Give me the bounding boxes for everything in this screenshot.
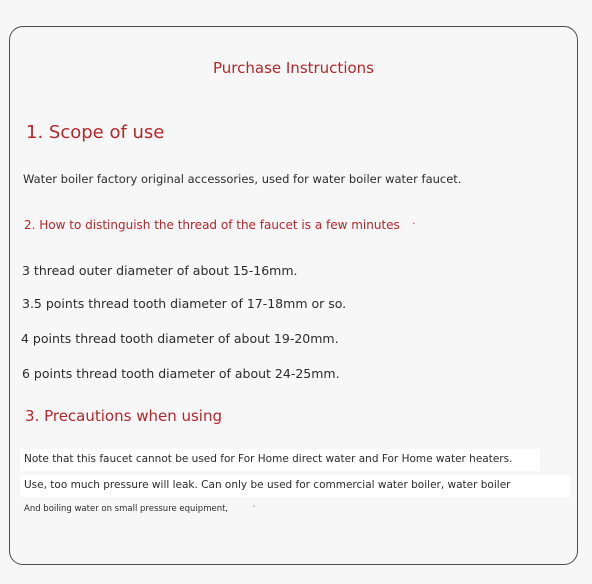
precaution-line: And boiling water on small pressure equipment,: [24, 504, 229, 514]
section-scope-heading: 1. Scope of use: [26, 122, 165, 143]
precaution-line: Use, too much pressure will leak. Can only be used for commercial water boiler, water boiler: [24, 479, 511, 491]
section-scope-text: Water boiler factory original accessories, used for water boiler water faucet.: [23, 172, 462, 186]
thread-item: 4 points thread tooth diameter of about 19-20mm.: [21, 331, 339, 346]
thread-item: 3.5 points thread tooth diameter of 17-18mm or so.: [22, 296, 347, 311]
precaution-line: Note that this faucet cannot be used for For Home direct water and For Home water heaters.: [24, 453, 513, 465]
section-precautions-heading: 3. Precautions when using: [25, 407, 222, 425]
section-thread-heading: 2. How to distinguish the thread of the faucet is a few minutes: [24, 218, 400, 232]
thread-item: 3 thread outer diameter of about 15-16mm.: [22, 263, 298, 278]
section-thread-marker: ·: [412, 217, 416, 230]
trailing-mark: ': [253, 504, 256, 513]
thread-item: 6 points thread tooth diameter of about 24-25mm.: [22, 366, 340, 381]
instructions-card: [9, 26, 578, 565]
page-title: Purchase Instructions: [213, 59, 374, 77]
